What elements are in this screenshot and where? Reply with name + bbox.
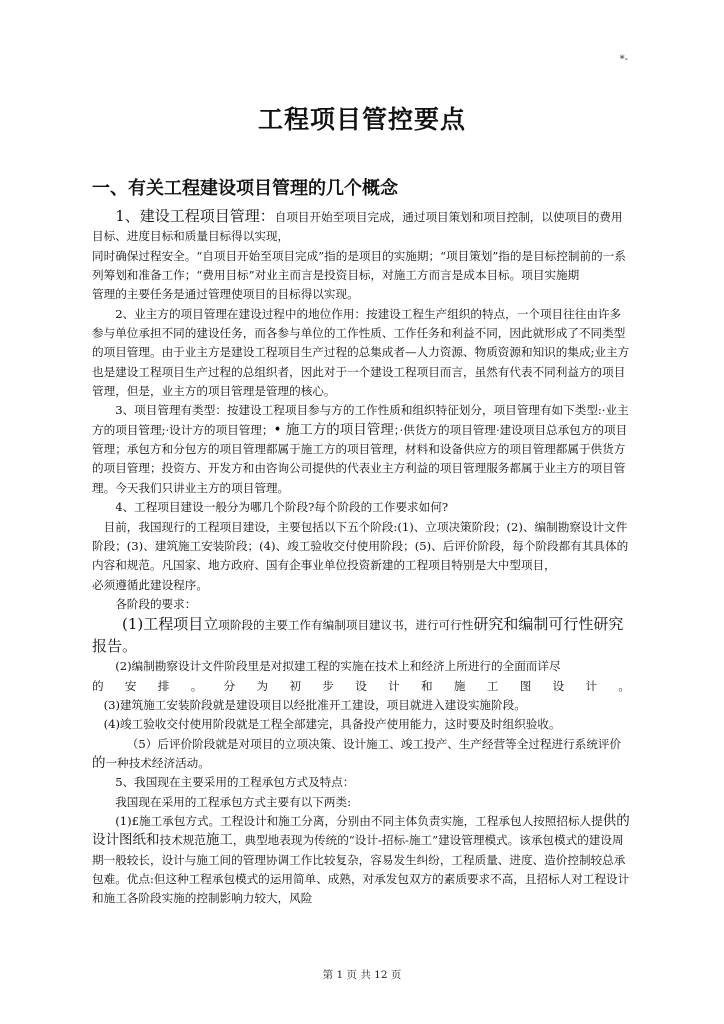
paragraph-11-b: 的	[92, 754, 106, 771]
paragraph-6: 各阶段的要求：	[115, 596, 197, 611]
paragraph-10: (4)竣工验收交付使用阶段就是工程全部建完，具备投产使用能力，这时要及时组织验收。	[103, 717, 561, 732]
page-title: 工程项目管控要点	[257, 105, 466, 134]
paragraph-14-c: 技术规范	[159, 833, 206, 848]
paragraph-14-d: 施工	[205, 832, 233, 849]
paragraph-8: (2)编制勘察设计文件阶段里是对拟建工程的实施在技术上和经济上所进行的全面而详尽	[115, 659, 561, 674]
paragraph-9: (3)建筑施工安装阶段就是建设项目以经批准开工建设，项目就进入建设实施阶段。	[103, 697, 526, 712]
paragraph-3-b: • 施工方的项目管理	[273, 421, 394, 438]
section-heading: 一、有关工程建设项目管理的几个概念	[92, 178, 398, 199]
paragraph-7-b: 项阶段的主要工作有编制项目建议书，进行可行性	[218, 618, 474, 633]
paragraph-8b: 的安排。分为初步设计和施工图设计。	[92, 678, 632, 693]
paragraph-14-e: ，典型地表现为传统的“设计-招标-施工”建设管理模式。该承包模式的建设周期一般较长，设计与施工间的管理协调工作比较复杂，容易发生纠纷，工程质量、进度、造价控制较总承包难。优点:但这种工程承包模式的运用简单、成熟，对承发包双方的素质要求不高，且招标人对工程设计和施工各阶段实施的控制影响力较大，风险	[92, 833, 630, 906]
paragraph-11	[92, 735, 632, 774]
paragraph-14	[92, 812, 632, 909]
paragraph-3	[92, 401, 632, 498]
paragraph-12: 5、我国现在主要采用的工程承包方式及特点：	[115, 775, 355, 790]
paragraph-14-a: (1)£施工承包方式。工程设计和施工分离，分别由不同主体负责实施，工程承包人按照招标人提	[115, 813, 603, 828]
paragraph-14-b: 供的设计图纸和	[92, 812, 630, 849]
paragraph-3-a: 3、项目管理有类型：按建设工程项目参与方的工作性质和组织特征划分，项目管理有如下类型:·业主方的项目管理;·设计方的项目管理；	[92, 403, 629, 437]
paragraph-7-a: (1)工程项目立	[122, 615, 219, 634]
paragraph-1	[92, 207, 632, 247]
paragraph-4: 4、工程项目建设一般分为哪几个阶段?每个阶段的工作要求如何?	[115, 500, 449, 515]
paragraph-11-c: 一种技术经济活动。	[105, 755, 210, 770]
page-footer: 第 1 页 共 12 页	[322, 969, 402, 981]
paragraph-5: 目前，我国现行的工程项目建设，主要包括以下五个阶段:(1)、立项决策阶段；(2)、编制勘察设计文件阶段；(3)、建筑施工安装阶段；(4)、竣工验收交付使用阶段；(5)、后评价阶段，每个阶段都有其具体的内容和规范。凡国家、地方政府、国有企事业单位投资新建的工程项目特别是大中型项目，	[92, 519, 629, 573]
corner-mark: *-	[619, 54, 628, 65]
paragraph-7-c: 研究和编制可行性研究报告。	[92, 615, 624, 656]
document-body	[92, 207, 632, 909]
paragraph-5b: 必须遵循此建设程序。	[92, 577, 208, 592]
paragraph-1c: 管理的主要任务是通过管理使项目的目标得以实现。	[92, 287, 359, 302]
paragraph-1-lead: 1、建设工程项目管理：	[115, 207, 275, 225]
paragraph-2: 2、业主方的项目管理在建设过程中的地位作用：按建设工程生产组织的特点，一个项目往往由许多参与单位承担不同的建设任务，而各参与单位的工作性质、工作任务和利益不同，因此就形成了不同类型的项目管理。由于业主方是建设工程项目生产过程的总集成者—人力资源、物质资源和知识的集成;业主方也是建设工程项目生产过程的总组织者，因此对于一个建设工程项目而言，虽然有代表不同利益方的项目管理，但是，业主方的项目管理是管理的核心。	[92, 306, 630, 399]
paragraph-1b: 同时确保过程安全。“自项目开始至项目完成”指的是项目的实施期；“项目策划”指的是目标控制前的一系列筹划和准备工作；“费用目标”对业主而言是投资目标，对施工方而言是成本目标。项目实施期	[92, 248, 626, 283]
paragraph-11-a: （5）后评价阶段就是对项目的立项决策、设计施工、竣工投产、生产经营等全过程进行系统评价	[126, 736, 622, 751]
paragraph-1-rest: 自项目开始至项目完成，通过项目策划和项目控制，以使项目的费用目标、进度目标和质量目标得以实现，	[92, 210, 623, 244]
paragraph-3-c: ；·供货方的项目管理·建设项目总承包方的项目管理；承包方和分包方的项目管理都属于施工方的项目管理，材料和设备供应方的项目管理都属于供货方的项目管理；投资方、开发方和由咨询公司提供的代表业主方利益的项目管理服务都属于业主方的项目管理。今天我们只讲业主方的项目管理。	[92, 422, 628, 495]
paragraph-7	[92, 614, 632, 657]
paragraph-13: 我国现在采用的工程承包方式主要有以下两类:	[115, 794, 351, 809]
